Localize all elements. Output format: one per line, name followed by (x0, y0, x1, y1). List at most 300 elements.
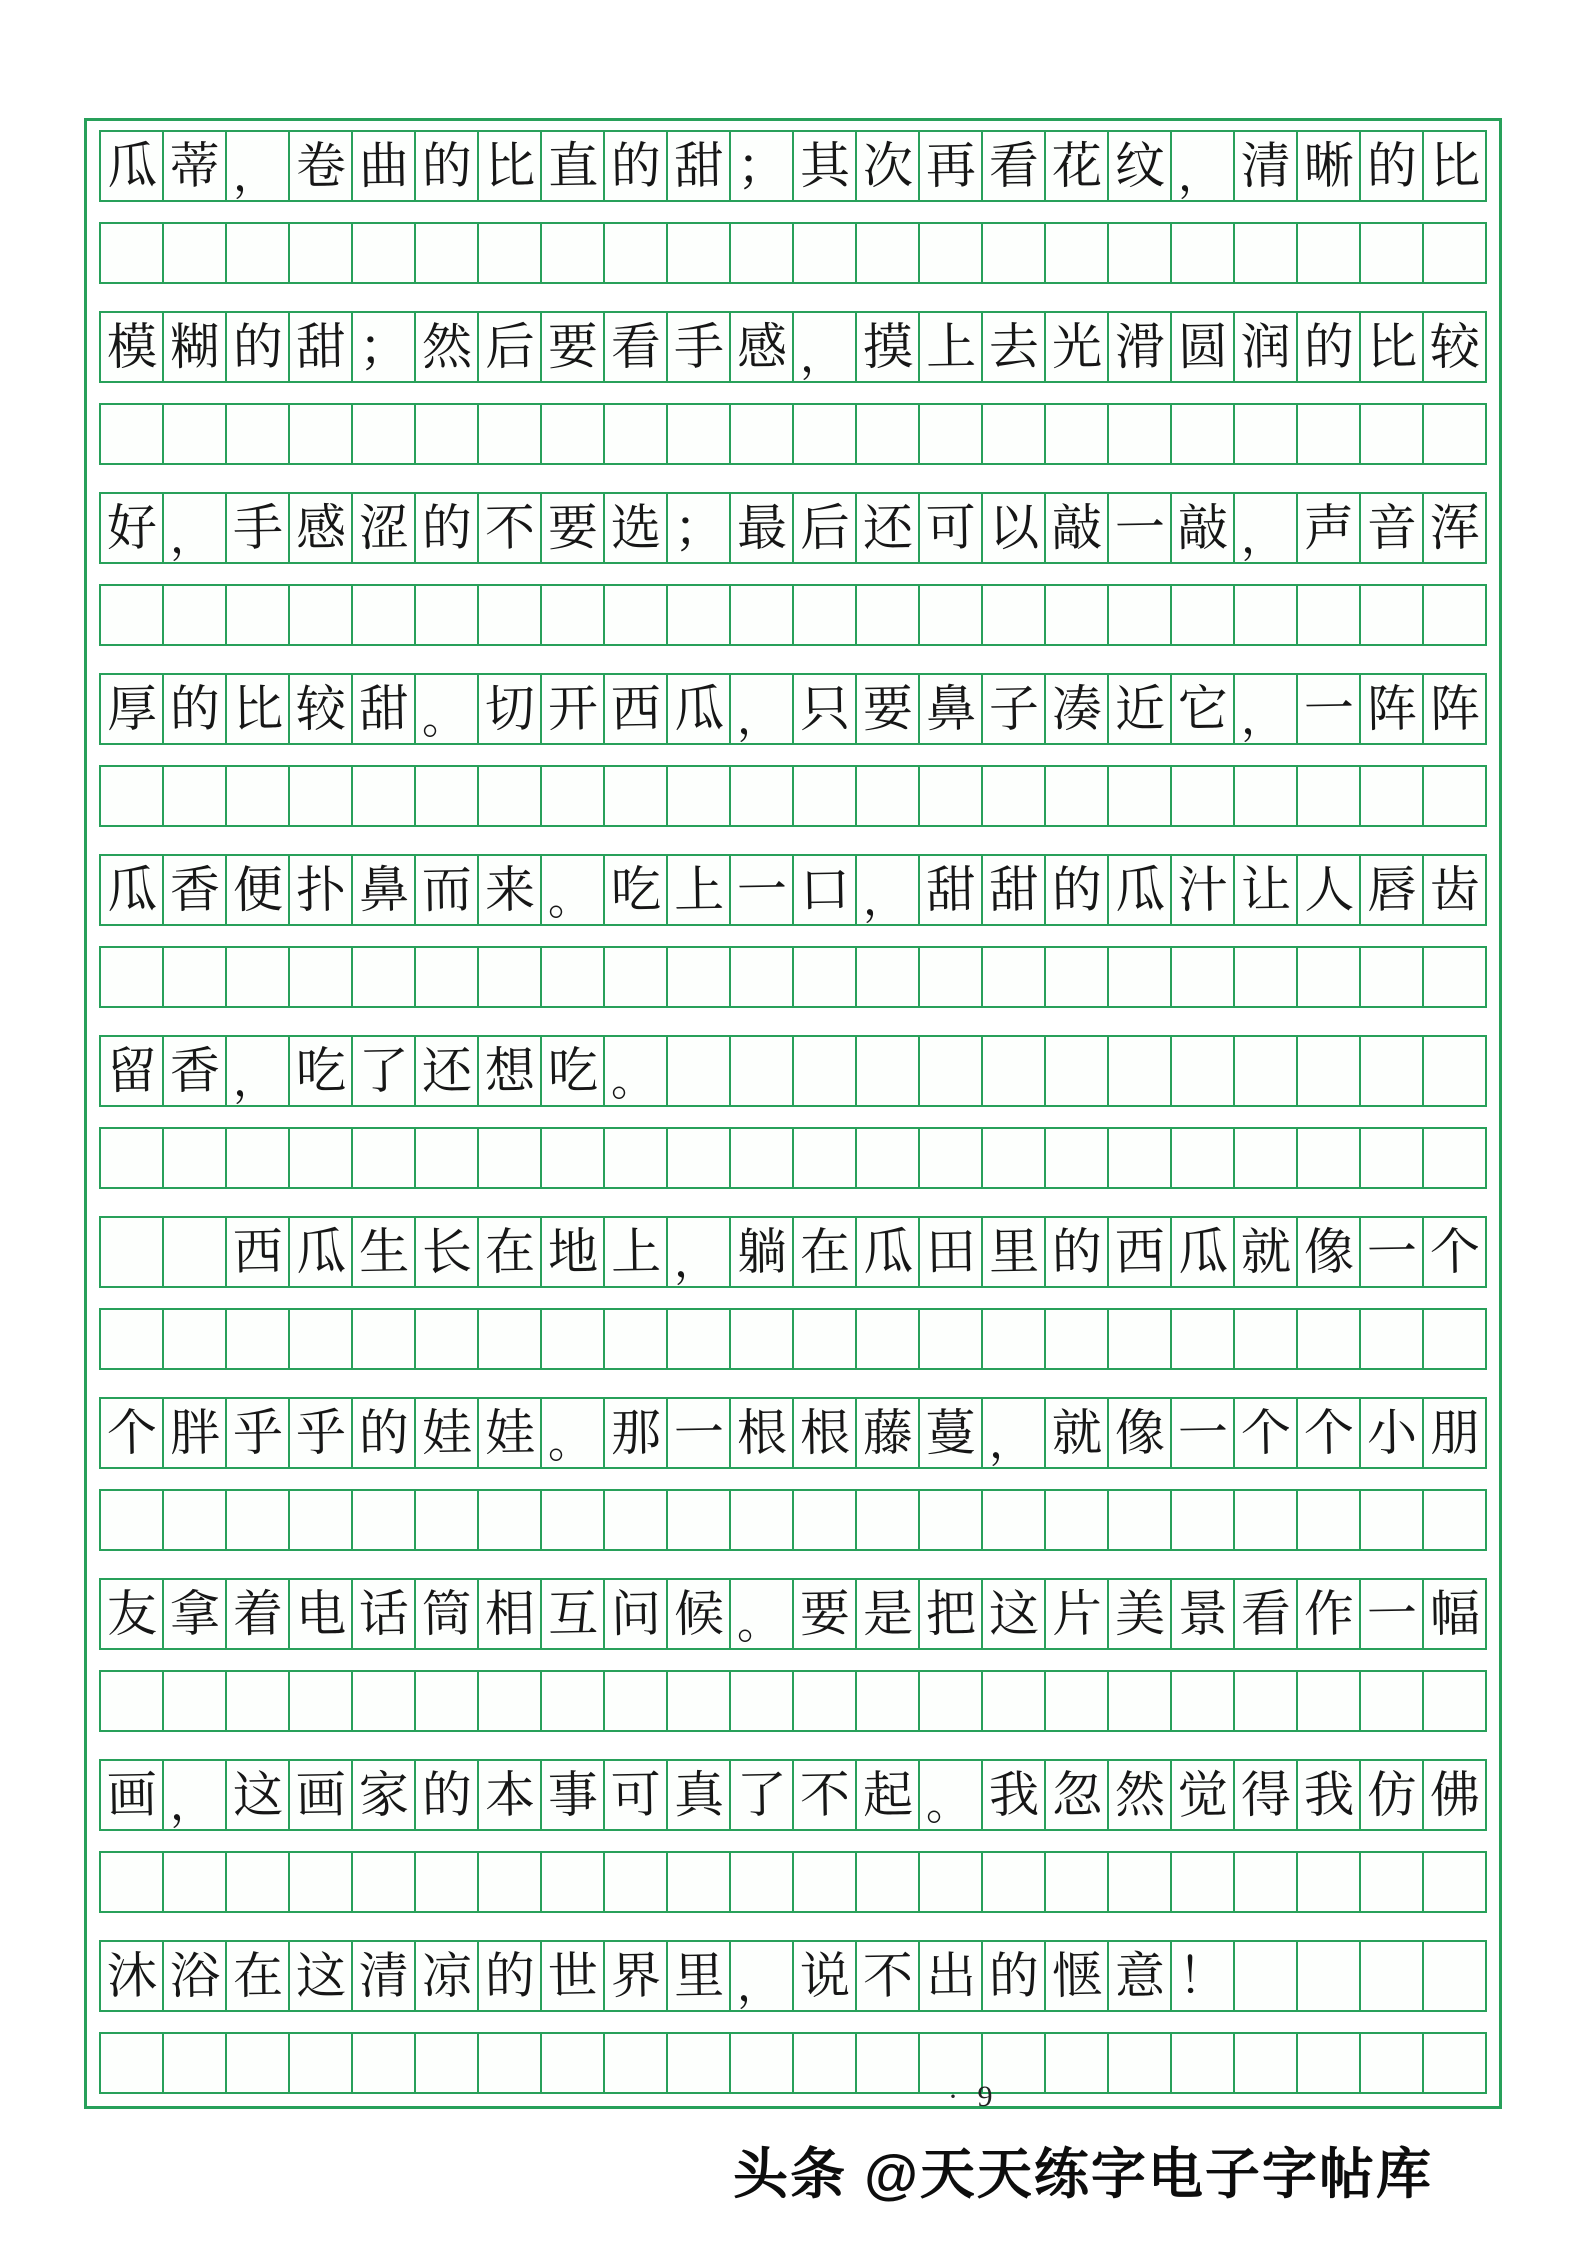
handwritten-character: 比 (484, 137, 535, 195)
character-cell (353, 856, 416, 924)
character-cell (731, 494, 794, 562)
practice-cell (353, 1672, 416, 1730)
handwritten-character: 纹 (1114, 137, 1165, 195)
practice-cell (1046, 1672, 1109, 1730)
handwritten-character: 。 (548, 1418, 592, 1467)
practice-cell (920, 1310, 983, 1368)
practice-cell (479, 2034, 542, 2092)
practice-cell (101, 1491, 164, 1549)
handwritten-character: 候 (673, 1585, 724, 1643)
character-cell (416, 1580, 479, 1648)
handwritten-character: 了 (358, 1042, 409, 1100)
handwritten-character: 界 (610, 1947, 661, 2005)
handwritten-character: 个 (1303, 1404, 1354, 1462)
character-cell (353, 1580, 416, 1648)
character-cell (1172, 313, 1235, 381)
practice-cell (1235, 224, 1298, 282)
handwritten-character: 瓜 (106, 137, 157, 195)
practice-cell (857, 948, 920, 1006)
character-cell (605, 494, 668, 562)
character-cell (1235, 132, 1298, 200)
character-cell (1424, 1218, 1485, 1286)
practice-cell (227, 948, 290, 1006)
practice-cell (1424, 1672, 1485, 1730)
practice-cell (1361, 767, 1424, 825)
empty-cell (1361, 1037, 1424, 1105)
practice-cell (857, 767, 920, 825)
practice-cell (101, 948, 164, 1006)
character-cell (542, 494, 605, 562)
handwritten-character: 起 (862, 1766, 913, 1824)
character-cell (605, 1580, 668, 1648)
empty-cell (983, 1037, 1046, 1105)
practice-cell (479, 586, 542, 644)
handwritten-character: 沐 (106, 1947, 157, 2005)
practice-cell (479, 1853, 542, 1911)
character-cell (1046, 1761, 1109, 1829)
handwritten-character: 凑 (1051, 680, 1102, 738)
character-cell (542, 132, 605, 200)
character-cell (794, 494, 857, 562)
practice-cell (605, 1129, 668, 1187)
character-cell (1172, 1399, 1235, 1467)
practice-cell (731, 1853, 794, 1911)
practice-cell (1361, 224, 1424, 282)
empty-cell (857, 1037, 920, 1105)
practice-cell (1298, 586, 1361, 644)
practice-cell (101, 1310, 164, 1368)
character-cell (1109, 675, 1172, 743)
handwritten-character: 它 (1177, 680, 1228, 738)
handwritten-character: 。 (737, 1599, 781, 1648)
character-cell (101, 1942, 164, 2010)
handwritten-character: 我 (1303, 1766, 1354, 1824)
character-cell (857, 132, 920, 200)
handwritten-character: 可 (610, 1766, 661, 1824)
handwritten-character: 说 (799, 1947, 850, 2005)
character-cell (101, 1037, 164, 1105)
handwritten-character: 次 (862, 137, 913, 195)
practice-cell (794, 586, 857, 644)
character-cell (227, 132, 290, 200)
character-cell (1298, 1580, 1361, 1648)
character-cell (731, 313, 794, 381)
character-cell (1298, 1761, 1361, 1829)
practice-cell (1424, 767, 1485, 825)
character-cell (164, 1580, 227, 1648)
handwritten-character: 要 (547, 499, 598, 557)
character-cell (1046, 1942, 1109, 2010)
handwritten-character: 这 (232, 1766, 283, 1824)
character-cell (416, 1399, 479, 1467)
handwritten-character: 直 (547, 137, 598, 195)
character-cell (290, 1218, 353, 1286)
empty-cell (668, 1037, 731, 1105)
character-cell (1361, 1761, 1424, 1829)
practice-cell (731, 2034, 794, 2092)
practice-cell (1424, 1491, 1485, 1549)
handwritten-character: 敲 (1051, 499, 1102, 557)
practice-row-9 (99, 1670, 1487, 1732)
handwritten-character: 模 (106, 318, 157, 376)
practice-cell (416, 224, 479, 282)
character-cell (857, 1761, 920, 1829)
character-cell (1235, 494, 1298, 562)
practice-cell (668, 1853, 731, 1911)
handwritten-character: 阵 (1429, 680, 1480, 738)
character-cell (1172, 132, 1235, 200)
practice-cell (1298, 2034, 1361, 2092)
character-cell (983, 132, 1046, 200)
practice-cell (605, 224, 668, 282)
character-cell (794, 856, 857, 924)
practice-cell (542, 1129, 605, 1187)
handwritten-character: 滑 (1114, 318, 1165, 376)
character-cell (542, 1037, 605, 1105)
character-cell (731, 1218, 794, 1286)
character-cell (1046, 1399, 1109, 1467)
character-cell (227, 1580, 290, 1648)
handwritten-character: 是 (862, 1585, 913, 1643)
character-cell (353, 1399, 416, 1467)
practice-cell (101, 1672, 164, 1730)
handwritten-character: ； (358, 318, 409, 376)
character-cell (101, 494, 164, 562)
character-cell (1235, 1399, 1298, 1467)
character-cell (731, 1942, 794, 2010)
practice-cell (1046, 586, 1109, 644)
character-cell (542, 1942, 605, 2010)
practice-cell (416, 948, 479, 1006)
practice-row-4 (99, 765, 1487, 827)
character-cell (164, 313, 227, 381)
practice-cell (1298, 1672, 1361, 1730)
character-cell (794, 1580, 857, 1648)
character-cell (1172, 1218, 1235, 1286)
practice-row-2 (99, 403, 1487, 465)
handwritten-character: 小 (1366, 1404, 1417, 1462)
character-cell (1424, 1399, 1485, 1467)
character-cell (542, 1218, 605, 1286)
character-cell (1046, 313, 1109, 381)
handwritten-character: 的 (1366, 137, 1417, 195)
character-cell (668, 1761, 731, 1829)
handwritten-character: 世 (547, 1947, 598, 2005)
practice-cell (1235, 1491, 1298, 1549)
character-cell (731, 675, 794, 743)
practice-cell (1361, 586, 1424, 644)
handwritten-character: 的 (421, 499, 472, 557)
handwritten-character: 的 (421, 1766, 472, 1824)
character-cell (1298, 1218, 1361, 1286)
handwritten-character: 晰 (1303, 137, 1354, 195)
practice-cell (983, 1129, 1046, 1187)
practice-cell (353, 405, 416, 463)
character-cell (857, 1942, 920, 2010)
handwritten-character: 我 (988, 1766, 1039, 1824)
handwritten-character: 的 (232, 318, 283, 376)
handwritten-character: 看 (1240, 1585, 1291, 1643)
handwritten-character: 汁 (1177, 861, 1228, 919)
handwritten-character: 口 (799, 861, 850, 919)
empty-cell (1424, 1037, 1485, 1105)
empty-cell (1298, 1942, 1361, 2010)
handwritten-character: 好 (106, 499, 157, 557)
handwritten-character: 像 (1303, 1223, 1354, 1281)
handwritten-character: 不 (799, 1766, 850, 1824)
handwritten-character: 最 (736, 499, 787, 557)
practice-cell (542, 1491, 605, 1549)
character-cell (1424, 856, 1485, 924)
character-cell (1235, 856, 1298, 924)
practice-cell (668, 1491, 731, 1549)
character-cell (290, 1761, 353, 1829)
practice-cell (353, 224, 416, 282)
character-cell (1361, 494, 1424, 562)
practice-cell (416, 1853, 479, 1911)
practice-cell (668, 767, 731, 825)
character-cell (1109, 313, 1172, 381)
handwritten-character: 不 (484, 499, 535, 557)
handwritten-character: ， (737, 1961, 781, 2010)
practice-cell (1046, 1310, 1109, 1368)
handwritten-character: 感 (736, 318, 787, 376)
practice-cell (290, 1310, 353, 1368)
handwritten-character: 着 (232, 1585, 283, 1643)
handwritten-character: 真 (673, 1766, 724, 1824)
handwritten-character: 花 (1051, 137, 1102, 195)
practice-cell (1046, 1491, 1109, 1549)
practice-cell (1424, 1853, 1485, 1911)
character-cell (542, 675, 605, 743)
text-row-11 (99, 1940, 1487, 2012)
character-cell (101, 856, 164, 924)
practice-cell (794, 1491, 857, 1549)
practice-cell (983, 586, 1046, 644)
character-cell (164, 1399, 227, 1467)
practice-cell (857, 224, 920, 282)
character-cell (920, 1399, 983, 1467)
character-cell (668, 494, 731, 562)
practice-cell (227, 405, 290, 463)
character-cell (1109, 494, 1172, 562)
practice-cell (1109, 767, 1172, 825)
character-cell (479, 856, 542, 924)
handwritten-character: 片 (1051, 1585, 1102, 1643)
handwritten-character: 本 (484, 1766, 535, 1824)
practice-cell (164, 948, 227, 1006)
handwritten-character: 瓜 (106, 861, 157, 919)
practice-cell (1424, 1310, 1485, 1368)
handwritten-character: 来 (484, 861, 535, 919)
character-cell (1361, 856, 1424, 924)
character-cell (1109, 132, 1172, 200)
handwritten-character: 扑 (295, 861, 346, 919)
handwritten-character: 瓜 (295, 1223, 346, 1281)
character-cell (1046, 1218, 1109, 1286)
practice-cell (605, 1310, 668, 1368)
handwritten-character: 长 (421, 1223, 472, 1281)
text-row-8 (99, 1397, 1487, 1469)
practice-cell (353, 948, 416, 1006)
practice-cell (416, 586, 479, 644)
character-cell (416, 494, 479, 562)
practice-cell (920, 586, 983, 644)
practice-cell (1109, 1672, 1172, 1730)
handwritten-character: 画 (295, 1766, 346, 1824)
handwritten-character: 娃 (484, 1404, 535, 1462)
character-cell (1298, 313, 1361, 381)
character-cell (1109, 856, 1172, 924)
practice-cell (668, 586, 731, 644)
empty-cell (1235, 1037, 1298, 1105)
handwritten-character: 手 (232, 499, 283, 557)
handwritten-character: 留 (106, 1042, 157, 1100)
practice-cell (542, 1672, 605, 1730)
handwritten-character: 甜 (673, 137, 724, 195)
character-cell (920, 132, 983, 200)
practice-cell (1172, 405, 1235, 463)
character-cell (542, 1399, 605, 1467)
character-cell (983, 675, 1046, 743)
character-cell (227, 856, 290, 924)
practice-cell (857, 2034, 920, 2092)
handwritten-character: 蒂 (169, 137, 220, 195)
practice-cell (479, 1672, 542, 1730)
handwritten-character: 电 (295, 1585, 346, 1643)
character-cell (920, 1218, 983, 1286)
handwritten-character: 手 (673, 318, 724, 376)
handwritten-character: 的 (1051, 1223, 1102, 1281)
handwritten-character: 而 (421, 861, 472, 919)
handwritten-character: 瓜 (673, 680, 724, 738)
practice-cell (1109, 1310, 1172, 1368)
character-cell (353, 313, 416, 381)
practice-cell (1424, 948, 1485, 1006)
character-cell (479, 313, 542, 381)
practice-cell (857, 1310, 920, 1368)
practice-cell (542, 948, 605, 1006)
character-cell (227, 1942, 290, 2010)
text-row-4 (99, 673, 1487, 745)
practice-cell (227, 1853, 290, 1911)
handwritten-character: 乎 (295, 1404, 346, 1462)
character-cell (668, 1218, 731, 1286)
handwritten-character: 甜 (988, 861, 1039, 919)
character-cell (1046, 856, 1109, 924)
practice-cell (1235, 1129, 1298, 1187)
character-cell (416, 132, 479, 200)
empty-cell (164, 1218, 227, 1286)
practice-cell (1046, 2034, 1109, 2092)
character-cell (794, 675, 857, 743)
practice-cell (920, 948, 983, 1006)
practice-cell (416, 1672, 479, 1730)
empty-cell (1298, 1037, 1361, 1105)
character-cell (983, 494, 1046, 562)
handwritten-character: 香 (169, 861, 220, 919)
character-cell (1298, 494, 1361, 562)
practice-cell (983, 1491, 1046, 1549)
handwritten-character: 。 (422, 694, 466, 743)
handwritten-character: 里 (673, 1947, 724, 2005)
character-cell (1361, 1580, 1424, 1648)
character-cell (983, 1399, 1046, 1467)
practice-cell (983, 767, 1046, 825)
handwritten-character: 香 (169, 1042, 220, 1100)
practice-cell (731, 1491, 794, 1549)
practice-cell (1046, 224, 1109, 282)
character-cell (857, 675, 920, 743)
practice-cell (1424, 224, 1485, 282)
practice-cell (1424, 586, 1485, 644)
practice-cell (1361, 1129, 1424, 1187)
practice-cell (1046, 767, 1109, 825)
handwritten-character: 阵 (1366, 680, 1417, 738)
handwritten-character: 选 (610, 499, 661, 557)
practice-cell (668, 224, 731, 282)
practice-cell (164, 1491, 227, 1549)
text-row-7 (99, 1216, 1487, 1288)
character-cell (731, 856, 794, 924)
handwritten-character: 乎 (232, 1404, 283, 1462)
character-cell (101, 313, 164, 381)
character-cell (794, 1218, 857, 1286)
handwritten-character: 就 (1240, 1223, 1291, 1281)
handwritten-character: 清 (1240, 137, 1291, 195)
practice-cell (416, 405, 479, 463)
practice-cell (1235, 1853, 1298, 1911)
practice-cell (920, 1491, 983, 1549)
practice-cell (353, 1129, 416, 1187)
character-cell (857, 1580, 920, 1648)
practice-cell (227, 224, 290, 282)
practice-cell (1172, 948, 1235, 1006)
practice-cell (668, 1672, 731, 1730)
handwritten-character: 在 (232, 1947, 283, 2005)
character-cell (353, 1037, 416, 1105)
handwritten-character: 就 (1051, 1404, 1102, 1462)
character-cell (605, 132, 668, 200)
character-cell (1235, 1761, 1298, 1829)
practice-cell (101, 586, 164, 644)
character-cell (605, 1218, 668, 1286)
character-cell (1109, 1399, 1172, 1467)
character-cell (857, 494, 920, 562)
handwritten-character: 鼻 (358, 861, 409, 919)
character-cell (416, 856, 479, 924)
character-cell (164, 132, 227, 200)
practice-cell (857, 1853, 920, 1911)
handwritten-character: ， (233, 1056, 277, 1105)
character-cell (983, 1580, 1046, 1648)
character-cell (479, 1942, 542, 2010)
practice-cell (101, 1853, 164, 1911)
handwritten-character: 家 (358, 1766, 409, 1824)
handwritten-character: 一 (1366, 1223, 1417, 1281)
handwritten-character: 地 (547, 1223, 598, 1281)
character-cell (1298, 856, 1361, 924)
practice-cell (164, 224, 227, 282)
character-cell (605, 313, 668, 381)
character-cell (920, 313, 983, 381)
handwritten-character: 声 (1303, 499, 1354, 557)
character-cell (479, 1037, 542, 1105)
character-cell (605, 1761, 668, 1829)
character-cell (164, 1761, 227, 1829)
practice-cell (1109, 1129, 1172, 1187)
practice-cell (1361, 2034, 1424, 2092)
